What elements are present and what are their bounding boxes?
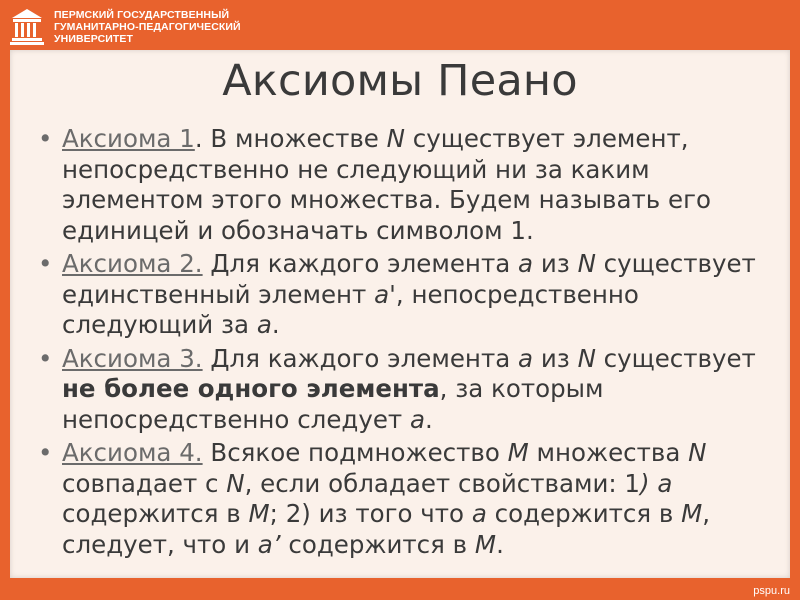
bullet-icon: •	[38, 124, 53, 153]
axiom-text-segment: не более одного элемента	[62, 374, 440, 403]
axiom-item	[38, 249, 783, 341]
axiom-text-segment: ) a	[640, 468, 673, 498]
bullet-icon: •	[38, 438, 53, 467]
axiom-text-segment: .	[425, 404, 433, 434]
axiom-text-segment: N	[226, 468, 245, 498]
axiom-text-segment: из	[533, 343, 578, 373]
axiom-text-segment: ; 2) из того что	[269, 499, 472, 528]
axiom-text-segment: , следует, что и	[62, 499, 711, 559]
axiom-text-segment: .	[271, 310, 280, 339]
university-name-line-3: УНИВЕРСИТЕТ	[54, 33, 134, 45]
axiom-text-segment: a	[518, 343, 534, 373]
axiom-text-segment: .	[496, 529, 504, 559]
axiom-item	[38, 344, 783, 436]
axiom-text-segment: Для каждого элемента	[202, 249, 519, 278]
bullet-icon: •	[38, 249, 53, 278]
axiom-text-segment: a	[409, 404, 425, 434]
axiom-text-segment: N	[688, 438, 707, 467]
axiom-text-segment: , непосредственно следующий за	[62, 279, 639, 339]
axiom-label: Аксиома 1	[62, 124, 195, 153]
axiom-text-segment: N	[577, 343, 596, 373]
bullet-icon: •	[38, 343, 53, 373]
axiom-item	[38, 124, 783, 246]
axiom-text-segment: a	[471, 499, 487, 528]
axiom-text-segment: M	[474, 529, 497, 559]
axiom-text-segment: существует	[595, 343, 756, 373]
axiom-text-segment: a	[518, 249, 534, 278]
axiom-text-segment: Для каждого элемента	[202, 343, 519, 373]
axiom-text-segment: M	[681, 499, 703, 528]
axiom-text-segment: N	[386, 124, 405, 153]
axiom-text-segment: существует единственный элемент	[62, 249, 756, 309]
university-name	[54, 9, 241, 45]
axiom-text-segment: . В множестве	[194, 124, 387, 153]
axiom-text-segment: N	[577, 249, 596, 278]
axiom-text-segment: содержится в	[280, 529, 475, 559]
axiom-item	[38, 438, 783, 560]
axiom-text-segment: , за которым непосредственно следует	[62, 374, 604, 434]
axiom-text-segment: M	[507, 438, 529, 467]
axiom-text-segment: a'	[374, 279, 396, 309]
axiom-list	[38, 124, 783, 563]
axiom-label: Аксиома 2.	[62, 249, 203, 278]
university-name-line-2: ГУМАНИТАРНО-ПЕДАГОГИЧЕСКИЙ	[54, 21, 241, 33]
axiom-text-segment: Всякое подмножество	[202, 438, 508, 467]
axiom-label: Аксиома 3.	[62, 343, 203, 373]
university-building-icon	[6, 6, 48, 48]
axiom-text-segment: из	[533, 249, 578, 278]
university-name-line-1: ПЕРМСКИЙ ГОСУДАРСТВЕННЫЙ	[54, 9, 230, 21]
slide-title: Аксиомы Пеано	[222, 56, 578, 106]
axiom-text-segment: a’	[257, 529, 281, 559]
axiom-text-segment: содержится в	[486, 499, 682, 528]
axiom-text-segment: совпадает с	[62, 468, 227, 498]
footer-site: pspu.ru	[753, 585, 790, 597]
axiom-text-segment: множества	[528, 438, 689, 467]
axiom-text-segment: M	[248, 499, 270, 528]
axiom-text-segment: существует элемент, непосредственно не следующий ни за каким элементом этого множества. Будем называть его единицей и обозначать символом 1.	[62, 124, 711, 245]
axiom-text-segment: , если обладает свойствами: 1	[244, 468, 641, 498]
axiom-text-segment: содержится в	[62, 499, 249, 528]
axiom-text-segment: a	[256, 310, 272, 339]
axiom-label: Аксиома 4.	[62, 438, 203, 467]
